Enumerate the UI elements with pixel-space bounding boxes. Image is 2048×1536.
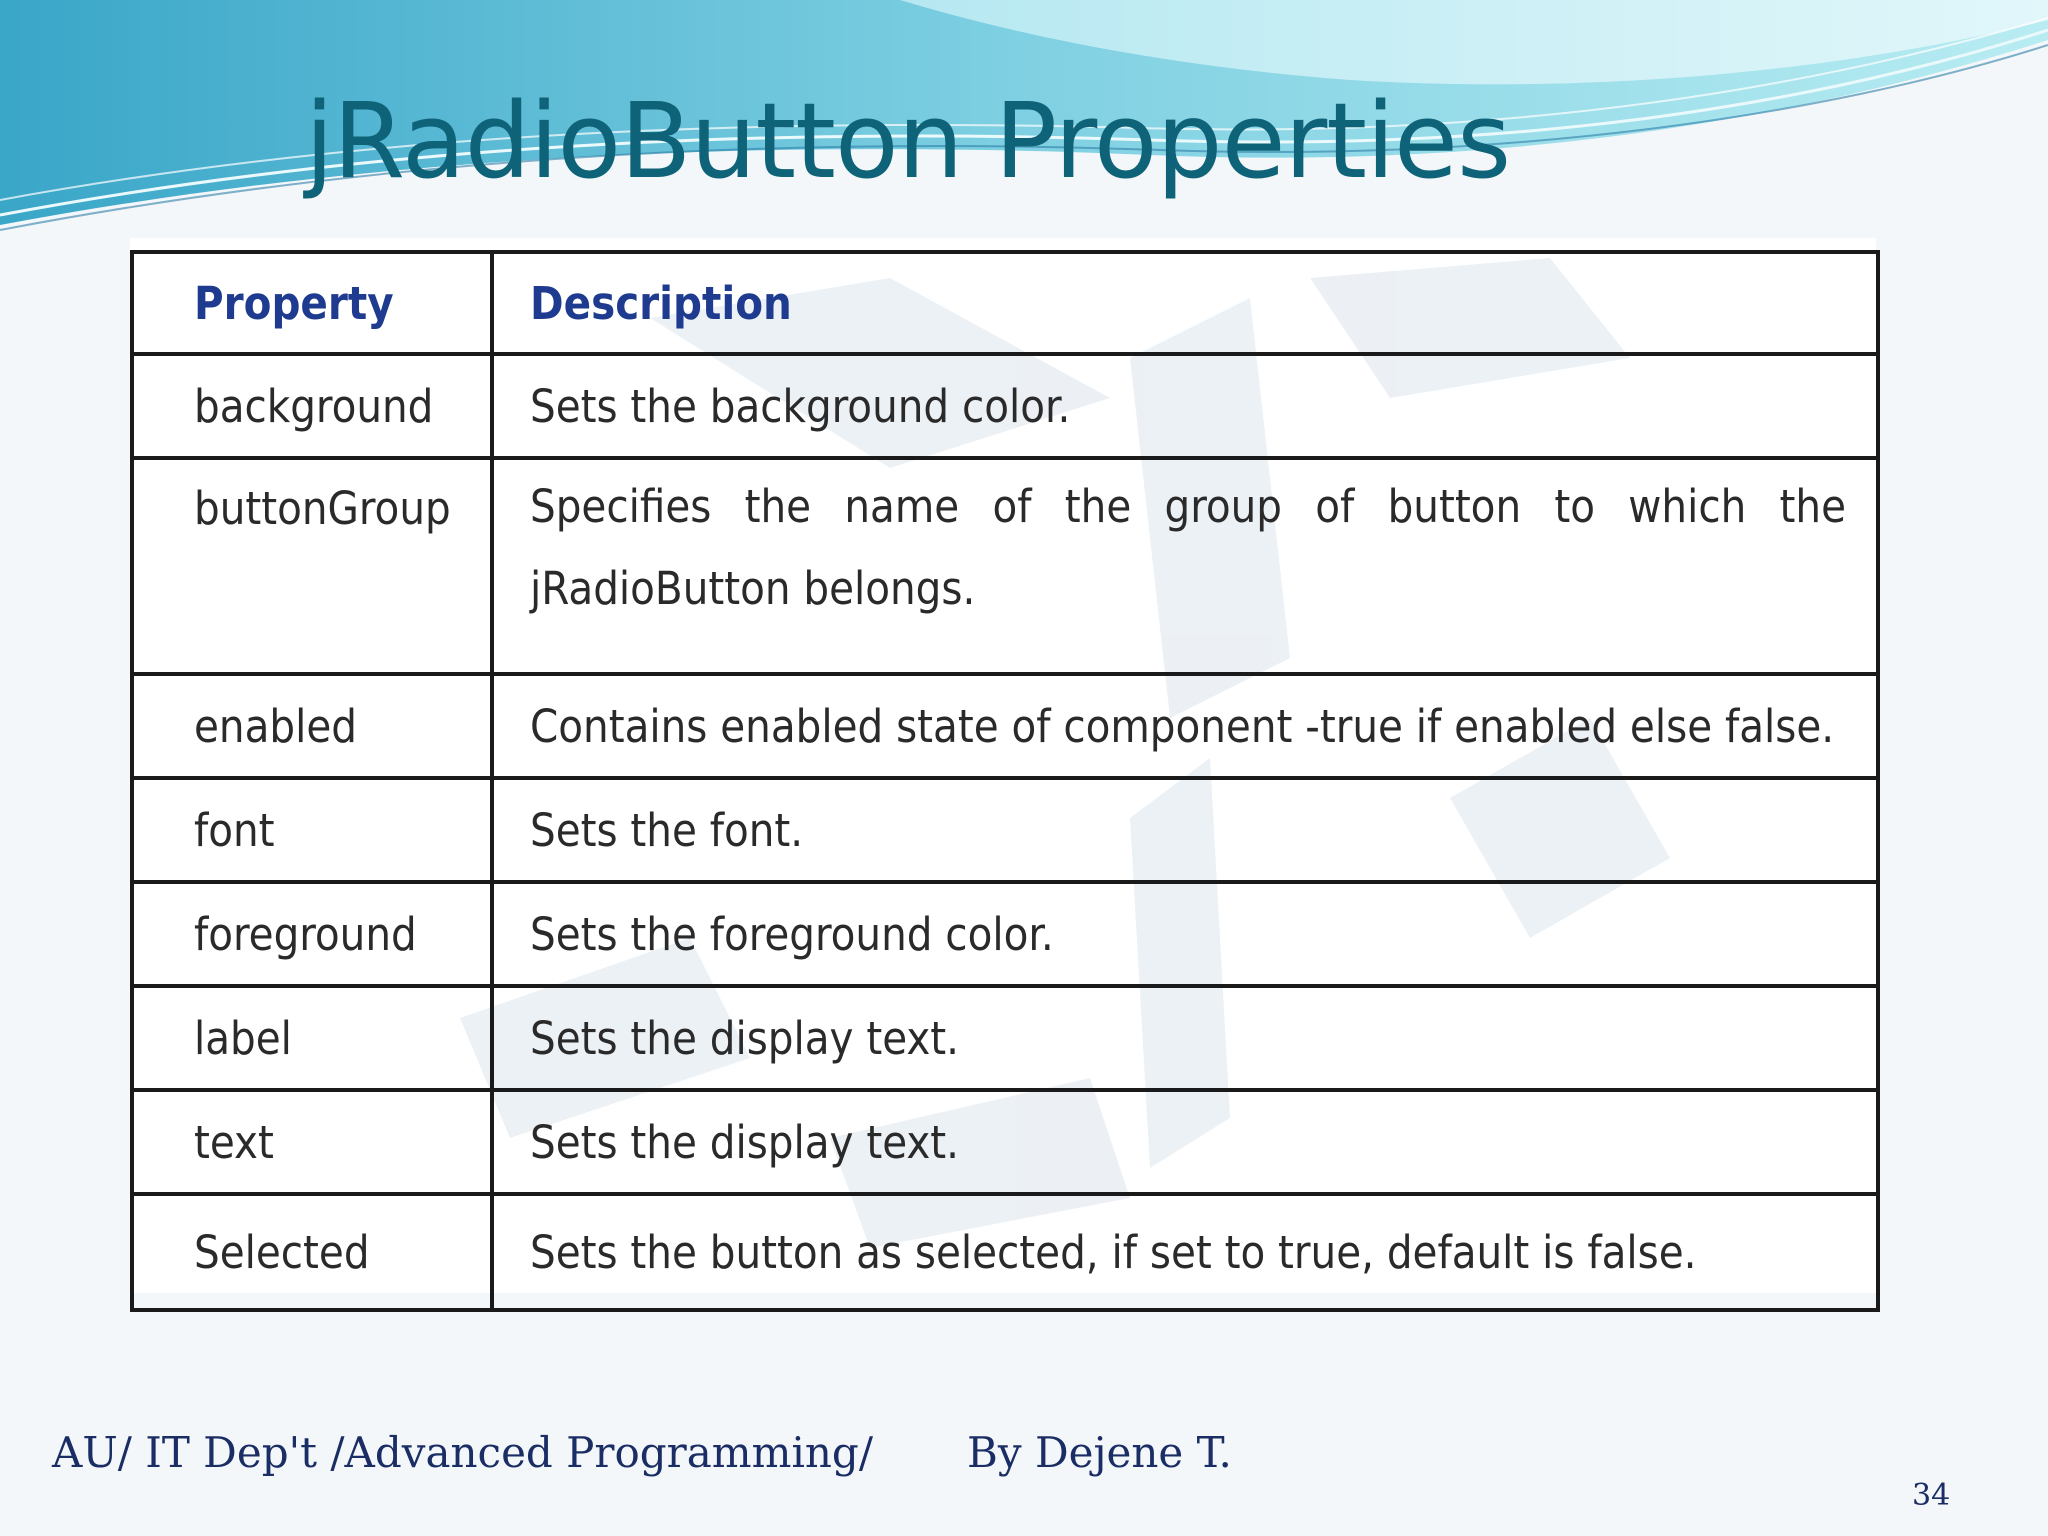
property-cell: foreground <box>132 882 492 986</box>
table-row <box>132 354 1878 458</box>
description-cell: Sets the font. <box>492 778 1878 882</box>
table-row <box>132 778 1878 882</box>
description-cell: Sets the button as selected, if set to true, default is false. <box>492 1194 1878 1310</box>
description-cell: Sets the display text. <box>492 986 1878 1090</box>
properties-table <box>130 250 1880 1312</box>
table-row <box>132 882 1878 986</box>
property-cell: buttonGroup <box>132 458 492 674</box>
header-description: Description <box>492 252 1878 354</box>
header-property: Property <box>132 252 492 354</box>
property-cell: background <box>132 354 492 458</box>
table-header-row <box>132 252 1878 354</box>
property-cell: Selected <box>132 1194 492 1310</box>
table-row <box>132 1090 1878 1194</box>
footer-author-label: By Dejene T. <box>967 1428 1232 1477</box>
table-row <box>132 1194 1878 1310</box>
description-cell: Specifies the name of the group of button to which the jRadioButton belongs. <box>492 458 1878 674</box>
footer-course-label: AU/ IT Dep't /Advanced Programming/ <box>52 1428 873 1477</box>
table-row <box>132 458 1878 674</box>
property-cell: enabled <box>132 674 492 778</box>
table-row <box>132 986 1878 1090</box>
description-cell: Contains enabled state of component -true if enabled else false. <box>492 674 1878 778</box>
page-number: 34 <box>1912 1478 1951 1513</box>
description-cell: Sets the foreground color. <box>492 882 1878 986</box>
slide-title: jRadioButton Properties <box>305 80 1511 202</box>
property-cell: label <box>132 986 492 1090</box>
table-row <box>132 674 1878 778</box>
description-cell: Sets the background color. <box>492 354 1878 458</box>
property-cell: font <box>132 778 492 882</box>
properties-table-image <box>130 238 1876 1293</box>
property-cell: text <box>132 1090 492 1194</box>
description-cell: Sets the display text. <box>492 1090 1878 1194</box>
